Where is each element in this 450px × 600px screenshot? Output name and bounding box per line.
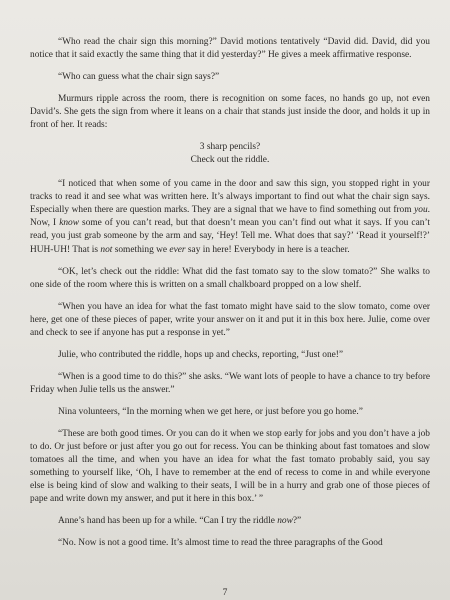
paragraph xyxy=(30,515,430,528)
emphasis: you xyxy=(414,205,428,216)
emphasis: not xyxy=(100,244,113,255)
paragraph: “No. Now is not a good time. It’s almost time to read the three paragraphs of the Good xyxy=(58,538,383,549)
sign-line: Check out the riddle. xyxy=(190,155,270,166)
text-run: ?” xyxy=(292,516,302,527)
paragraph: Murmurs ripple across the room, there is recognition on some faces, no hands go up, not even David’s. She gets the sign from where it leans on a chair that stands just inside the door, and holds it up in front of her. It reads: xyxy=(30,94,430,131)
paragraph: “These are both good times. Or you can do it when we stop early for jobs and you don’t have a job to do. Or just before or just after you go out for recess. You can be thinking about fast tomatoes and slow tomatoes all the time, and when you have an idea for what the fast tomato probably said, you say something to yourself like, ‘Oh, I have to remember at the end of recess to come in and while everyone else is being kind of slow and walking to their seats, I will be in a hurry and grab one of those pieces of pape and write down my answer, and put it here in this box.’ ” xyxy=(30,428,430,505)
paragraph: “Who can guess what the chair sign says?” xyxy=(58,72,220,83)
paragraph: Julie, who contributed the riddle, hops up and checks, reporting, “Just one!” xyxy=(58,349,344,360)
text-run: . Now, I xyxy=(30,205,430,229)
emphasis: ever xyxy=(169,244,186,255)
emphasis: know xyxy=(59,218,79,229)
chair-sign-quote xyxy=(30,141,430,167)
paragraph: “When is a good time to do this?” she asks. “We want lots of people to have a chance to try before Friday when Julie tells us the answer.” xyxy=(30,371,430,395)
text-run: something we xyxy=(112,244,170,255)
paragraph: “OK, let’s check out the riddle: What did the fast tomato say to the slow tomato?” She walks to one side of the room where this is written on a small chalkboard propped on a low shelf. xyxy=(30,266,430,290)
paragraph xyxy=(30,178,430,256)
paragraph: “Who read the chair sign this morning?” David motions tentatively “David did. David, did you notice that it said exactly the same thing that it did yesterday?” He gives a meek affirmative response. xyxy=(30,37,430,61)
text-run: some of you can’t read, but that doesn’t mean you can’t find out what it says. If you can’t read, you just grab someone by the arm and say, ‘Hey! Tell me. What does that say?’ ‘Read it yourself!?’ HUH-UH! That is xyxy=(30,218,430,255)
text-run: say in here! Everybody in here is a teacher. xyxy=(185,244,350,255)
text-run: Anne’s hand has been up for a while. “Can I try the riddle xyxy=(58,516,278,527)
sign-line: 3 sharp pencils? xyxy=(199,142,261,153)
emphasis: now xyxy=(277,516,293,527)
paragraph: Nina volunteers, “In the morning when we get here, or just before you go home.” xyxy=(58,406,363,417)
paragraph: “When you have an idea for what the fast tomato might have said to the slow tomato, come over here, get one of these pieces of paper, write your answer on it and put it in this box here. Julie, come over and check to see if anyone has put a response in yet.” xyxy=(30,301,430,338)
text-run: “I noticed that when some of you came in the door and saw this sign, you stopped right in your tracks to read it and see what was written here. It’s always important to find out what the chair sign says. Especially when there are question marks. They are a signal that we have to find something out from xyxy=(30,179,430,216)
page-number: 7 xyxy=(222,588,228,598)
page-text xyxy=(30,36,430,559)
